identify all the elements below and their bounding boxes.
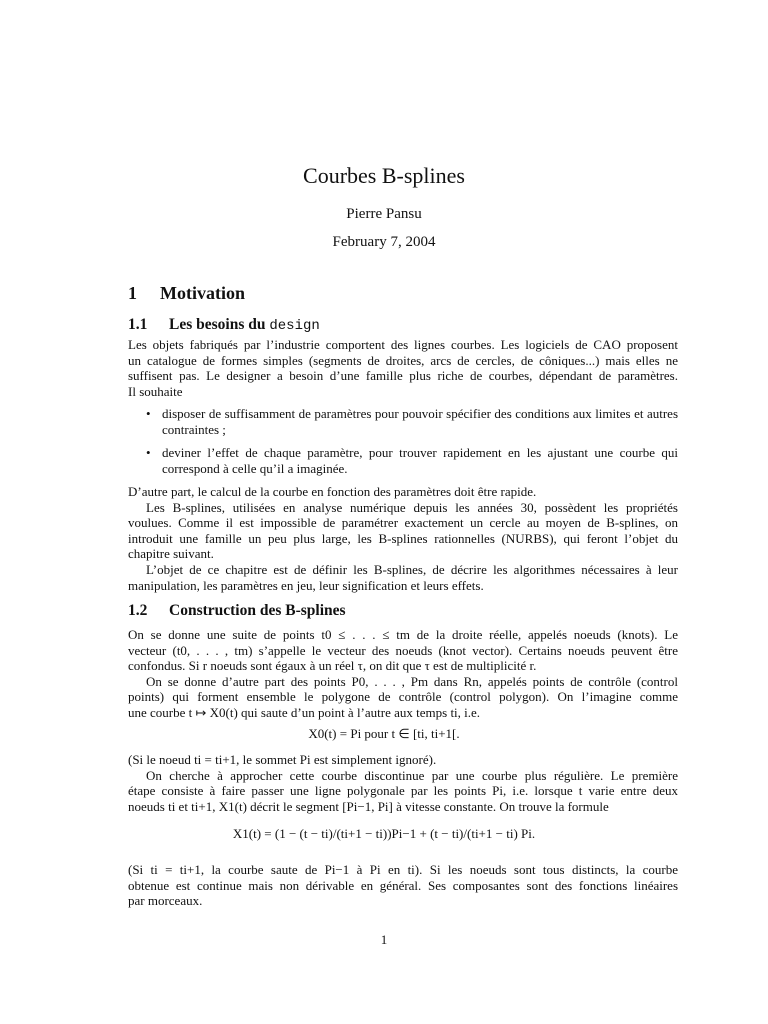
text-line: Les objets fabriqués par l’industrie comportent des lignes courbes. Les logiciels de CAO proposent [128, 337, 678, 352]
paragraph-besoins [128, 337, 678, 399]
text-line: L’objet de ce chapitre est de définir les B-splines, de décrire les algorithmes nécessaires à leur [146, 561, 678, 577]
text-line: noeuds ti et ti+1, X1(t) décrit le segment [Pi−1, Pi] à vitesse constante. On trouve la formule [128, 798, 609, 814]
text-line: chapitre suivant. [128, 546, 214, 562]
text-line: manipulation, les paramètres en jeu, leur signification et leurs effets. [128, 577, 484, 593]
list-item-text: deviner l’effet de chaque paramètre, pour trouver rapidement en les ajustant une courbe qui correspond à celle qu’il a imaginée. [162, 445, 678, 476]
section-title: Motivation [160, 283, 245, 303]
text-line: obtenue est continue mais non dérivable en général. Ses composantes sont des fonctions linéaires [128, 877, 678, 893]
section-heading-motivation [128, 283, 245, 304]
subsection-heading-besoins [128, 316, 320, 334]
text-line: (Si ti = ti+1, la courbe saute de Pi−1 à Pi en ti). Si les noeuds sont tous distincts, la courbe [128, 862, 678, 877]
subsection-title: Construction des B-splines [169, 602, 346, 619]
list-item [146, 445, 678, 476]
text-line: un catalogue de formes simples (segments de droites, arcs de cercles, de côniques...) mais elles ne [128, 352, 678, 368]
bullet-icon: • [146, 445, 151, 461]
subsection-number: 1.2 [128, 602, 148, 619]
paper-author: Pierre Pansu [346, 206, 422, 222]
text-line: Les B-splines, utilisées en analyse numérique depuis les années 30, possèdent les propriétés [146, 499, 678, 515]
text-line: (Si le noeud ti = ti+1, le sommet Pi est simplement ignoré). [128, 752, 437, 767]
text-line: une courbe t ↦ X0(t) qui saute d’un point à l’autre aux temps ti, i.e. [128, 704, 481, 720]
equation-x1: X1(t) = (1 − (t − ti)/(ti+1 − ti))Pi−1 + (t − ti)/(ti+1 − ti) Pi. [232, 826, 536, 841]
subsection-title-code: design [269, 318, 320, 334]
text-line: par morceaux. [128, 893, 203, 909]
text-line: suffisent pas. Le designer a besoin d’une famille plus riche de courbes, dépendant de paramètres. [128, 368, 678, 384]
text-line: On cherche à approcher cette courbe discontinue par une courbe plus régulière. Le première [146, 767, 678, 783]
text-line: On se donne une suite de points t0 ≤ . . . ≤ tm de la droite réelle, appelés noeuds (knots). Le [128, 627, 678, 642]
list-item [146, 406, 678, 437]
text-line: Il souhaite [128, 383, 183, 399]
subsection-title: Les besoins du [169, 316, 266, 333]
bullet-icon: • [146, 406, 151, 421]
equation-x0: X0(t) = Pi pour t ∈ [ti, ti+1[. [308, 726, 460, 741]
list-item-text: disposer de suffisamment de paramètres pour pouvoir spécifier des conditions aux limites et autres contraintes ; [162, 406, 678, 437]
bullet-list [146, 406, 678, 476]
text-line: étape consiste à faire passer une ligne polygonale par les points Pi, i.e. lorsque t varie entre deux [128, 783, 678, 799]
paragraph-continuity [128, 862, 678, 909]
text-line: vecteur (t0, . . . , tm) s’appelle le vecteur des noeuds (knot vector). Certains noeuds peuvent être [128, 642, 678, 658]
paper-date: February 7, 2004 [332, 234, 436, 250]
text-line: D’autre part, le calcul de la courbe en fonction des paramètres doit être rapide. [128, 484, 537, 499]
text-line: voulues. Comme il est impossible de paramétrer exactement un cercle au moyen de B-splines, on [128, 515, 678, 531]
subsection-heading-construction [128, 602, 346, 620]
text-line: introduit une famille un peu plus large, les B-splines rationnelles (NURBS), qui feront l’objet du [128, 530, 678, 546]
paper-title: Courbes B-splines [303, 163, 465, 188]
text-line: points) qui forment ensemble le polygone de contrôle (control polygon). On l’imagine comme [128, 689, 678, 705]
paragraph-knots [128, 627, 678, 721]
section-number: 1 [128, 283, 137, 303]
text-line: confondus. Si r noeuds sont égaux à un réel τ, on dit que τ est de multiplicité r. [128, 658, 537, 674]
text-line: On se donne d’autre part des points P0, . . . , Pm dans Rn, appelés points de contrôle (control [146, 673, 678, 689]
paragraph-polygon [128, 752, 678, 814]
subsection-number: 1.1 [128, 316, 148, 333]
paragraph-objectives [128, 484, 678, 593]
page-number: 1 [380, 932, 388, 947]
